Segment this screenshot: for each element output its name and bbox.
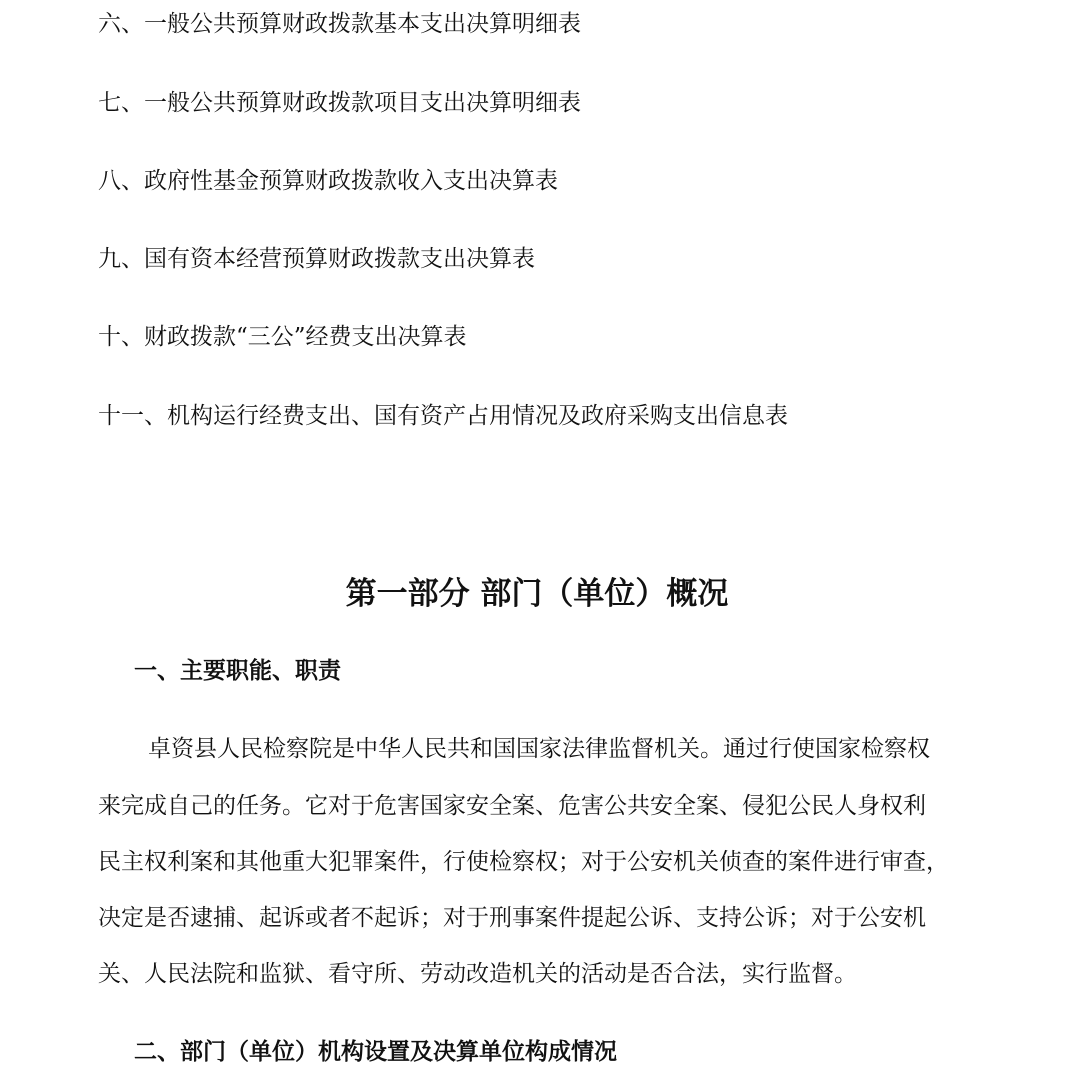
part-title: 第一部分 部门（单位）概况 (345, 576, 729, 612)
body-line: 关、人民法院和监狱、看守所、劳动改造机关的活动是否合法，实行监督。 (98, 961, 857, 987)
toc-item-10: 十、财政拨款“三公”经费支出决算表 (98, 324, 467, 350)
toc-item-9: 九、国有资本经营预算财政拨款支出决算表 (98, 246, 535, 272)
body-line: 来完成自己的任务。它对于危害国家安全案、危害公共安全案、侵犯公民人身权利 (98, 793, 926, 819)
toc-item-8: 八、政府性基金预算财政拨款收入支出决算表 (98, 168, 558, 194)
section-heading-duties: 一、主要职能、职责 (134, 657, 341, 684)
toc-item-6: 六、一般公共预算财政拨款基本支出决算明细表 (98, 11, 581, 37)
body-line: 民主权利案和其他重大犯罪案件，行使检察权；对于公安机关侦查的案件进行审查， (98, 849, 949, 875)
section-heading-structure: 二、部门（单位）机构设置及决算单位构成情况 (134, 1038, 617, 1065)
toc-item-7: 七、一般公共预算财政拨款项目支出决算明细表 (98, 90, 581, 116)
toc-item-11: 十一、机构运行经费支出、国有资产占用情况及政府采购支出信息表 (98, 403, 788, 429)
body-line: 卓资县人民检察院是中华人民共和国国家法律监督机关。通过行使国家检察权 (148, 736, 930, 762)
body-line: 决定是否逮捕、起诉或者不起诉；对于刑事案件提起公诉、支持公诉；对于公安机 (98, 905, 926, 931)
